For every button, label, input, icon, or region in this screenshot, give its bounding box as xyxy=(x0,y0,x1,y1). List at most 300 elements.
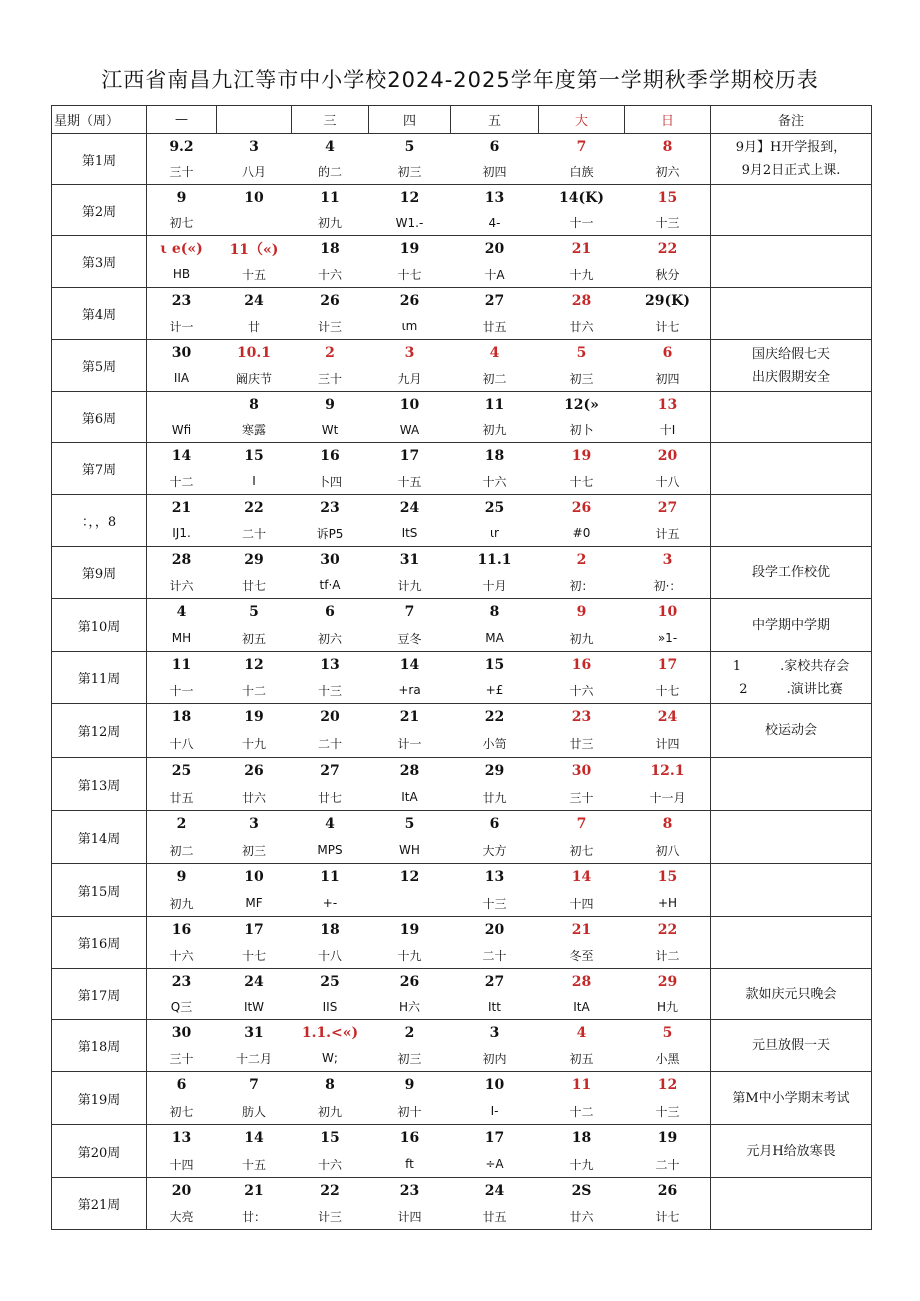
lunar-date: 初十 xyxy=(397,1104,422,1119)
lunar-date: 大亮 xyxy=(169,1209,194,1224)
lunar-date: 计一 xyxy=(397,737,422,752)
note-line: 1 .家校共存会 xyxy=(732,658,850,674)
lunar-date: 豆冬 xyxy=(397,631,422,646)
date-number: 26 xyxy=(657,1182,678,1199)
lunar-date: 计三 xyxy=(317,319,342,334)
week-label: 第14周 xyxy=(52,811,147,864)
note-line: 出庆假期安全 xyxy=(751,369,830,385)
header-notes: 备注 xyxy=(711,106,872,134)
lunar-date: 初八 xyxy=(655,843,680,858)
lunar-date: 计九 xyxy=(397,578,422,593)
lunar-date: 十八 xyxy=(169,737,194,752)
date-number: 19 xyxy=(657,1130,678,1146)
day-cell-sat xyxy=(539,599,625,652)
lunar-date: 十九 xyxy=(397,948,422,963)
date-number: 29 xyxy=(657,973,678,990)
lunar-date: 二十 xyxy=(482,948,507,963)
day-cell-fri xyxy=(451,652,539,704)
date-number: 10 xyxy=(244,189,264,206)
date-number: 17 xyxy=(657,656,678,673)
day-cell-tue xyxy=(217,599,292,652)
date-number: 27 xyxy=(484,292,505,309)
week-row xyxy=(52,1072,872,1125)
week-row xyxy=(52,1178,872,1230)
lunar-date: 十二 xyxy=(169,474,194,489)
date-number: 14 xyxy=(399,656,420,673)
lunar-date: 小笥 xyxy=(482,737,507,752)
lunar-date: Wt xyxy=(321,422,339,437)
date-number: 25 xyxy=(320,973,340,990)
day-cell-sun xyxy=(625,758,711,811)
date-number: 20 xyxy=(484,921,505,938)
day-cell-mon xyxy=(147,652,217,704)
day-cell-sat xyxy=(539,1178,625,1230)
date-number: 8 xyxy=(662,138,673,155)
week-notes xyxy=(711,811,872,864)
lunar-date: 十七 xyxy=(241,948,266,963)
date-number: 12 xyxy=(399,869,420,885)
date-number: 15 xyxy=(320,1130,340,1146)
day-cell-sat xyxy=(539,392,625,443)
lunar-date: 十五 xyxy=(397,474,422,489)
day-cell-sun xyxy=(625,185,711,236)
note-line: 第M中小学期末考试 xyxy=(732,1090,850,1106)
day-cell-fri xyxy=(451,134,539,185)
date-number: 28 xyxy=(571,973,592,990)
week-row xyxy=(52,340,872,392)
day-cell-mon xyxy=(147,392,217,443)
date-number: 2 xyxy=(325,344,335,361)
week-row xyxy=(52,443,872,495)
week-row xyxy=(52,811,872,864)
lunar-date: 十五 xyxy=(241,267,266,282)
date-number: 13 xyxy=(171,1130,192,1146)
day-cell-sun xyxy=(625,652,711,704)
day-cell-fri xyxy=(451,864,539,917)
date-number: 12 xyxy=(657,1077,678,1093)
date-number: 21 xyxy=(571,240,592,257)
date-number: 23 xyxy=(320,499,340,516)
lunar-date: 计二 xyxy=(655,948,680,963)
day-cell-wed xyxy=(292,1125,369,1178)
date-number: 11（«) xyxy=(229,241,279,258)
date-number: 26 xyxy=(399,292,420,309)
date-number: 16 xyxy=(171,921,192,938)
day-cell-sat xyxy=(539,1020,625,1072)
lunar-date: 十七 xyxy=(569,474,594,489)
lunar-date: 计七 xyxy=(655,319,680,334)
lunar-date: 寒露 xyxy=(241,423,266,437)
day-cell-thu xyxy=(369,1178,451,1230)
date-number: 5 xyxy=(404,816,415,832)
date-number: 2 xyxy=(576,551,587,568)
date-number: 26 xyxy=(399,973,420,990)
day-cell-wed xyxy=(292,599,369,652)
lunar-date: 廿三 xyxy=(569,737,594,752)
week-row xyxy=(52,1125,872,1178)
date-number: 5 xyxy=(249,604,259,620)
day-cell-wed xyxy=(292,134,369,185)
date-number: 24 xyxy=(399,499,420,516)
header-day-sat: 大 xyxy=(539,106,625,134)
week-row xyxy=(52,969,872,1020)
lunar-date: 十二 xyxy=(569,1104,594,1119)
lunar-date: 十六 xyxy=(169,948,194,963)
day-cell-mon xyxy=(147,811,217,864)
day-cell-mon xyxy=(147,758,217,811)
date-number: 11 xyxy=(484,396,505,413)
lunar-date: 十五 xyxy=(241,1157,266,1172)
week-row xyxy=(52,652,872,704)
note-line: 国庆给假七天 xyxy=(751,346,830,362)
lunar-date: 十一 xyxy=(569,216,594,230)
date-number: ι e(«) xyxy=(160,240,203,257)
header-day-wed: 三 xyxy=(292,106,369,134)
day-cell-fri xyxy=(451,547,539,599)
lunar-date: 初四 xyxy=(655,371,680,386)
date-number: 20 xyxy=(657,447,678,464)
week-label: 第10周 xyxy=(52,599,147,652)
day-cell-wed xyxy=(292,917,369,969)
day-cell-thu xyxy=(369,811,451,864)
date-number: 9 xyxy=(576,604,587,620)
week-row xyxy=(52,547,872,599)
date-number: 27 xyxy=(320,763,340,779)
date-number: 6 xyxy=(489,816,500,832)
date-number: 22 xyxy=(320,1182,340,1199)
date-number: 30 xyxy=(171,1024,192,1041)
date-number: 4 xyxy=(576,1024,587,1041)
day-cell-thu xyxy=(369,443,451,495)
day-cell-tue xyxy=(217,1072,292,1125)
date-number: 20 xyxy=(171,1182,192,1199)
lunar-date: 阚庆节 xyxy=(235,371,272,386)
day-cell-tue xyxy=(217,134,292,185)
lunar-date: 三十 xyxy=(317,371,342,386)
day-cell-mon xyxy=(147,443,217,495)
week-notes xyxy=(711,392,872,443)
week-row xyxy=(52,864,872,917)
week-row xyxy=(52,288,872,340)
day-cell-sun xyxy=(625,969,711,1020)
day-cell-sat xyxy=(539,864,625,917)
day-cell-wed xyxy=(292,704,369,758)
day-cell-thu xyxy=(369,704,451,758)
lunar-date: Wfi xyxy=(171,422,192,437)
day-cell-thu xyxy=(369,236,451,288)
lunar-date: 十九 xyxy=(569,267,594,282)
date-number: 23 xyxy=(571,709,592,726)
lunar-date: 初三 xyxy=(397,1051,422,1066)
date-number: 10 xyxy=(657,604,678,620)
date-number: 16 xyxy=(399,1130,420,1146)
lunar-date: IIA xyxy=(173,371,190,386)
date-number: 4 xyxy=(325,816,335,832)
day-cell-mon xyxy=(147,288,217,340)
week-notes xyxy=(711,758,872,811)
lunar-date: 廿五 xyxy=(482,1209,507,1224)
day-cell-sat xyxy=(539,917,625,969)
week-label: 第15周 xyxy=(52,864,147,917)
date-number: 20 xyxy=(320,709,340,726)
day-cell-wed xyxy=(292,758,369,811)
day-cell-sun xyxy=(625,288,711,340)
date-number: 8 xyxy=(662,816,673,832)
lunar-date: 计四 xyxy=(397,1209,422,1224)
date-number: 23 xyxy=(399,1182,420,1199)
week-label: 第13周 xyxy=(52,758,147,811)
lunar-date: 十月 xyxy=(482,578,507,593)
day-cell-fri xyxy=(451,392,539,443)
day-cell-wed xyxy=(292,495,369,547)
day-cell-thu xyxy=(369,547,451,599)
day-cell-mon xyxy=(147,969,217,1020)
day-cell-tue xyxy=(217,969,292,1020)
date-number: 24 xyxy=(484,1182,505,1199)
lunar-date: 廿六 xyxy=(569,319,594,334)
date-number: 27 xyxy=(484,973,505,990)
week-notes xyxy=(711,704,872,758)
day-cell-thu xyxy=(369,185,451,236)
day-cell-thu xyxy=(369,1020,451,1072)
lunar-date: 十一月 xyxy=(649,790,686,805)
lunar-date: 初九 xyxy=(482,423,507,437)
date-number: 13 xyxy=(484,869,505,885)
lunar-date xyxy=(217,210,291,235)
day-cell-sun xyxy=(625,547,711,599)
lunar-date: 廿七 xyxy=(241,578,266,593)
lunar-date: 初七 xyxy=(169,1104,194,1119)
day-cell-tue xyxy=(217,1178,292,1230)
lunar-date: tf·A xyxy=(319,578,341,593)
lunar-date: ItA xyxy=(573,999,590,1014)
day-cell-mon xyxy=(147,185,217,236)
date-number: 8 xyxy=(249,396,259,413)
lunar-date: ιr xyxy=(490,526,499,541)
day-cell-sat xyxy=(539,547,625,599)
date-number: 15 xyxy=(657,189,678,206)
date-number: 11 xyxy=(320,869,340,885)
lunar-date: +- xyxy=(322,896,338,910)
date-number: 12 xyxy=(244,656,264,673)
lunar-date: 二十 xyxy=(655,1157,680,1172)
lunar-date: 初九 xyxy=(169,896,194,911)
day-cell-tue xyxy=(217,1020,292,1072)
lunar-date: 初五 xyxy=(569,1051,594,1066)
lunar-date: 三十 xyxy=(169,165,194,179)
date-number: 11.1 xyxy=(477,551,512,568)
lunar-date: 十I xyxy=(659,423,676,437)
day-cell-sat xyxy=(539,704,625,758)
lunar-date: 卜四 xyxy=(317,474,342,489)
week-label: 第20周 xyxy=(52,1125,147,1178)
date-number: 29 xyxy=(484,763,505,779)
week-notes xyxy=(711,340,872,392)
lunar-date: MH xyxy=(171,631,192,645)
lunar-date: I- xyxy=(490,1104,499,1118)
day-cell-sat xyxy=(539,969,625,1020)
date-number: 9 xyxy=(325,396,335,413)
day-cell-fri xyxy=(451,443,539,495)
date-number: 15 xyxy=(244,447,264,464)
date-number: 16 xyxy=(320,447,340,464)
week-row xyxy=(52,758,872,811)
note-line: 校运动会 xyxy=(764,723,817,738)
day-cell-thu xyxy=(369,917,451,969)
school-calendar-table xyxy=(51,105,872,1230)
week-notes xyxy=(711,288,872,340)
day-cell-sun xyxy=(625,236,711,288)
lunar-date: 二十 xyxy=(317,737,342,752)
lunar-date: 十A xyxy=(484,267,505,282)
week-label: 第19周 xyxy=(52,1072,147,1125)
week-label: 第11周 xyxy=(52,652,147,704)
note-line: 2 .演讲比赛 xyxy=(739,681,843,697)
note-line: 9月2日正式上课. xyxy=(741,163,841,178)
day-cell-mon xyxy=(147,547,217,599)
page-title: 江西省南昌九江等市中小学校2024-2025学年度第一学期秋季学期校历表 xyxy=(101,68,819,92)
day-cell-sat xyxy=(539,288,625,340)
day-cell-wed xyxy=(292,443,369,495)
day-cell-tue xyxy=(217,185,292,236)
day-cell-fri xyxy=(451,185,539,236)
day-cell-sun xyxy=(625,1020,711,1072)
date-number: 17 xyxy=(244,921,264,938)
week-notes xyxy=(711,1020,872,1072)
day-cell-tue xyxy=(217,288,292,340)
lunar-date: 计四 xyxy=(655,737,680,752)
lunar-date: 十九 xyxy=(241,737,266,752)
lunar-date: 十七 xyxy=(655,683,680,698)
day-cell-sun xyxy=(625,340,711,392)
date-number: 11 xyxy=(571,1077,592,1093)
week-label: ：，，8 xyxy=(52,495,147,547)
day-cell-sat xyxy=(539,1125,625,1178)
date-number: 23 xyxy=(171,973,192,990)
day-cell-sun xyxy=(625,599,711,652)
lunar-date: 十八 xyxy=(655,474,680,489)
day-cell-tue xyxy=(217,811,292,864)
lunar-date: 4- xyxy=(488,215,501,230)
day-cell-thu xyxy=(369,599,451,652)
header-day-mon: — xyxy=(147,106,217,134)
week-label: 第18周 xyxy=(52,1020,147,1072)
lunar-date: ItA xyxy=(401,790,418,804)
lunar-date: 肪人 xyxy=(241,1104,266,1119)
date-number: 26 xyxy=(320,292,340,309)
week-row xyxy=(52,134,872,185)
date-number: 6 xyxy=(489,138,500,155)
week-notes xyxy=(711,185,872,236)
date-number: 7 xyxy=(404,604,415,620)
date-number: 18 xyxy=(320,921,340,938)
lunar-date: 廿五 xyxy=(169,790,194,805)
day-cell-sat xyxy=(539,1072,625,1125)
date-number: 24 xyxy=(244,292,264,309)
week-label: 第21周 xyxy=(52,1178,147,1230)
lunar-date: 初卜 xyxy=(569,423,594,437)
date-number: 27 xyxy=(657,499,678,516)
date-number: 25 xyxy=(484,499,505,516)
note-line: 款如庆元只晚会 xyxy=(745,986,837,1002)
lunar-date: MA xyxy=(485,631,504,645)
date-number: 4 xyxy=(176,604,187,620)
date-number: 13 xyxy=(320,656,340,673)
day-cell-sat xyxy=(539,811,625,864)
day-cell-fri xyxy=(451,1125,539,1178)
day-cell-thu xyxy=(369,652,451,704)
day-cell-fri xyxy=(451,1178,539,1230)
day-cell-wed xyxy=(292,864,369,917)
lunar-date: 初七 xyxy=(169,216,194,230)
week-notes xyxy=(711,1178,872,1230)
date-number: 7 xyxy=(576,138,587,155)
lunar-date: 诉P5 xyxy=(316,526,344,541)
date-number: 19 xyxy=(399,921,420,938)
date-number: 2 xyxy=(176,816,187,832)
date-number: 5 xyxy=(404,138,415,155)
week-row xyxy=(52,185,872,236)
day-cell-mon xyxy=(147,1020,217,1072)
date-number: 18 xyxy=(571,1130,592,1146)
date-number: 22 xyxy=(657,240,678,257)
note-line: 9月】H开学报到， xyxy=(735,140,847,155)
date-number: 5 xyxy=(576,344,587,361)
day-cell-thu xyxy=(369,392,451,443)
lunar-date: 十三 xyxy=(317,683,342,698)
lunar-date: 计六 xyxy=(169,578,194,593)
note-line: 中学期中学期 xyxy=(751,617,830,633)
week-notes xyxy=(711,599,872,652)
lunar-date: 二十 xyxy=(241,526,266,541)
date-number: 21 xyxy=(399,709,420,726)
lunar-date: 的二 xyxy=(317,165,342,179)
day-cell-wed xyxy=(292,288,369,340)
lunar-date: 冬至 xyxy=(569,948,594,963)
day-cell-sat xyxy=(539,495,625,547)
header-day-sun: 日 xyxy=(625,106,711,134)
day-cell-fri xyxy=(451,236,539,288)
date-number: 18 xyxy=(320,240,340,257)
lunar-date: 初九 xyxy=(569,631,594,646)
date-number: 21 xyxy=(171,499,192,516)
date-number: 12 xyxy=(399,189,420,206)
date-number: 10 xyxy=(484,1077,505,1093)
day-cell-fri xyxy=(451,811,539,864)
lunar-date: +£ xyxy=(485,683,504,698)
lunar-date: 十四 xyxy=(569,896,594,911)
day-cell-thu xyxy=(369,1072,451,1125)
day-cell-thu xyxy=(369,969,451,1020)
lunar-date: IJ1. xyxy=(172,526,191,541)
day-cell-tue xyxy=(217,917,292,969)
date-number: 28 xyxy=(171,551,192,568)
date-number: 9 xyxy=(176,189,187,206)
date-number: 2 xyxy=(404,1024,415,1041)
day-cell-sat xyxy=(539,236,625,288)
day-cell-tue xyxy=(217,1125,292,1178)
lunar-date: I xyxy=(252,474,256,489)
date-number: 7 xyxy=(249,1077,259,1093)
note-line: 元月H给放寒畏 xyxy=(746,1143,836,1159)
date-number: 10.1 xyxy=(236,344,272,361)
note-line: 元旦放假一天 xyxy=(751,1038,830,1053)
day-cell-wed xyxy=(292,392,369,443)
lunar-date: +ra xyxy=(398,683,421,698)
lunar-date: Itt xyxy=(488,999,501,1014)
week-notes xyxy=(711,134,872,185)
lunar-date: MF xyxy=(245,896,263,910)
